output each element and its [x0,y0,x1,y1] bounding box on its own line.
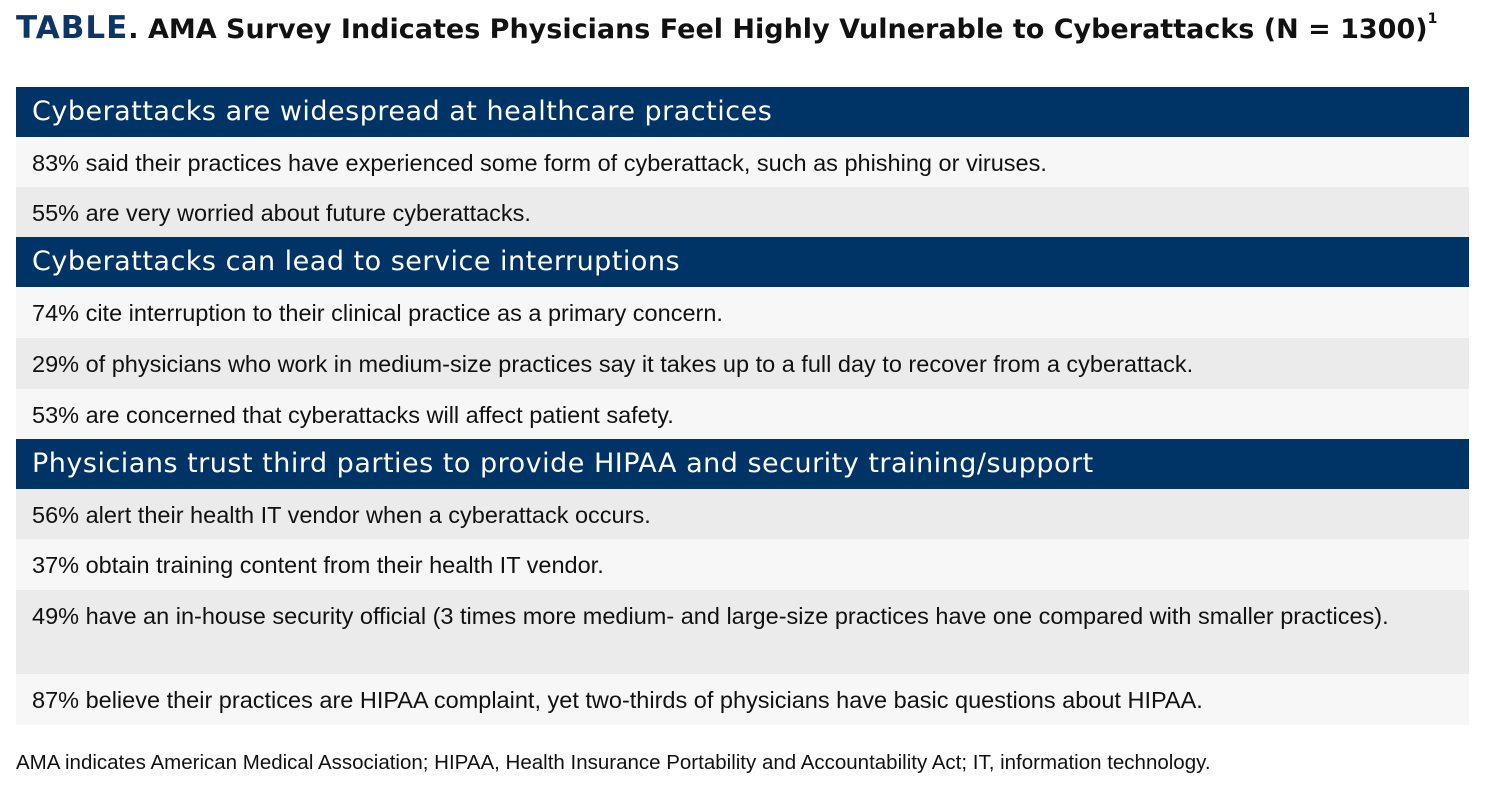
table-footnote: AMA indicates American Medical Association; HIPAA, Health Insurance Portability and Accountability Act; IT, information technology. [16,751,1211,774]
table-row: 87% believe their practices are HIPAA complaint, yet two-thirds of physicians have basic questions about HIPAA. [16,674,1469,725]
table-row: 53% are concerned that cyberattacks will affect patient safety. [16,389,1469,439]
survey-table [16,87,1469,725]
reference-superscript: 1 [1427,11,1438,28]
table-label: TABLE [16,10,129,46]
table-title-text: . AMA Survey Indicates Physicians Feel Highly Vulnerable to Cyberattacks (N = 1300) [128,14,1428,45]
table-row: 74% cite interruption to their clinical practice as a primary concern. [16,287,1469,338]
table-row: 49% have an in-house security official (3 times more medium- and large-size practices have one compared with smaller practices). [16,590,1469,674]
table-row: 56% alert their health IT vendor when a cyberattack occurs. [16,489,1469,539]
table-row: 55% are very worried about future cyberattacks. [16,187,1469,237]
table-row: 37% obtain training content from their health IT vendor. [16,539,1469,590]
section-header-widespread: Cyberattacks are widespread at healthcare practices [16,87,1469,137]
table-title [16,10,1437,46]
section-header-interruptions: Cyberattacks can lead to service interruptions [16,237,1469,287]
section-header-third-parties: Physicians trust third parties to provide HIPAA and security training/support [16,439,1469,489]
table-row: 83% said their practices have experienced some form of cyberattack, such as phishing or viruses. [16,137,1469,187]
table-row: 29% of physicians who work in medium-size practices say it takes up to a full day to recover from a cyberattack. [16,338,1469,389]
